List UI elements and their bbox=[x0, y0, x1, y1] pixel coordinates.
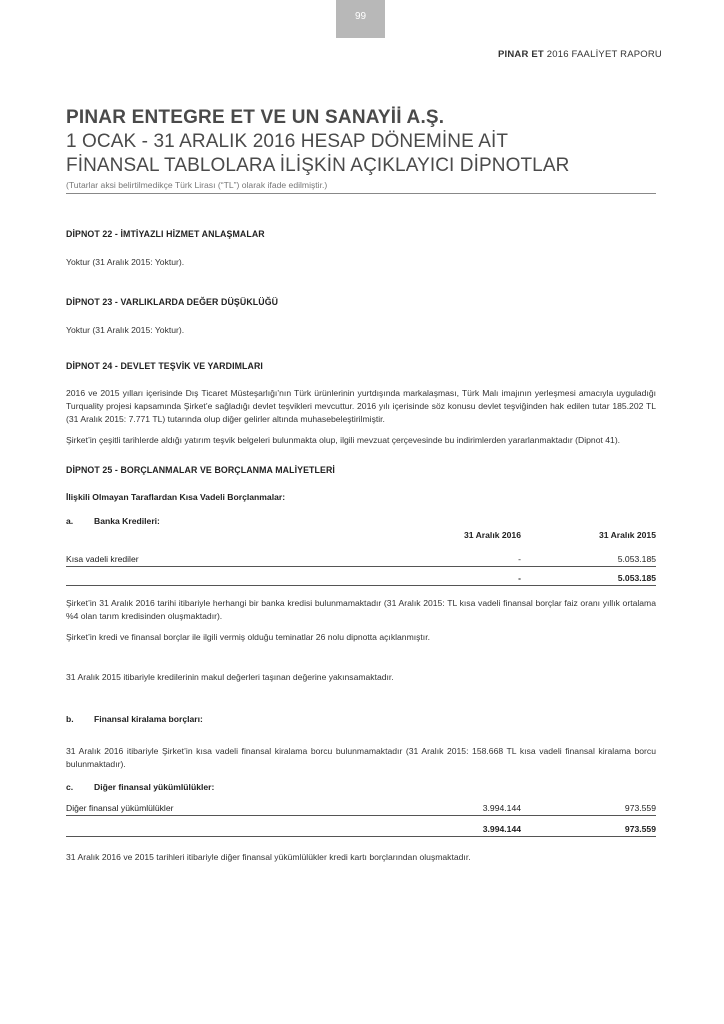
other-liabilities-heading bbox=[66, 781, 656, 794]
other-liabilities-table bbox=[66, 800, 656, 837]
document-body bbox=[66, 228, 656, 864]
bank-loans-para3: 31 Aralık 2015 itibariyle kredilerinin makul değerleri taşınan değerine yakınsamaktadır. bbox=[66, 672, 394, 682]
row-label: Diğer finansal yükümlülükler bbox=[66, 800, 396, 816]
finance-lease-title: Finansal kiralama borçları: bbox=[94, 714, 203, 724]
row-value-2016: 3.994.144 bbox=[396, 800, 521, 816]
note23-text: Yoktur (31 Aralık 2015: Yoktur). bbox=[66, 325, 185, 335]
bank-loans-letter: a. bbox=[66, 516, 74, 526]
row-value-2016: - bbox=[396, 550, 521, 567]
report-brand: PINAR ET bbox=[497, 49, 544, 60]
note24-para1: 2016 ve 2015 yılları içerisinde Dış Ticaret Müsteşarlığı’nın Türk ürünlerinin yurtdışında markalaşması, Türk Malı imajının yerleşmesi amacıyla uyguladığı Turquality projesi kapsamında Şirket’e sağladığı devlet teşvikleri mevcuttur. 2016 yılı içerisinde söz konusu devlet teşviğinden hak edilen tutar 185.202 TL (31 Aralık 2015: 7.771 TL) tutarında olup diğer gelirler altında muhasebeleştirilmiştir. bbox=[66, 388, 656, 424]
finance-lease-heading bbox=[66, 713, 656, 726]
page-number: 99 bbox=[354, 11, 367, 22]
other-liabilities-footnote: 31 Aralık 2016 ve 2015 tarihleri itibariyle diğer finansal yükümlülükler kredi kartı borçlarından oluşmaktadır. bbox=[66, 852, 471, 862]
note25-heading: DİPNOT 25 - BORÇLANMALAR VE BORÇLANMA MALİYETLERİ bbox=[66, 465, 335, 475]
bank-loans-heading bbox=[66, 515, 656, 528]
table-row bbox=[66, 800, 656, 816]
other-liabilities-title: Diğer finansal yükümlülükler: bbox=[94, 782, 215, 792]
row-value-2015: 973.559 bbox=[521, 800, 656, 816]
total-row bbox=[66, 567, 656, 586]
period-title: 1 OCAK - 31 ARALIK 2016 HESAP DÖNEMİNE AİT bbox=[66, 131, 509, 152]
currency-note: (Tutarlar aksi belirtilmedikçe Türk Lirası (“TL”) olarak ifade edilmiştir.) bbox=[66, 180, 656, 194]
col-2016-header: 31 Aralık 2016 bbox=[463, 530, 521, 540]
bank-loans-table bbox=[66, 528, 656, 586]
total-row bbox=[66, 816, 656, 837]
note23-heading: DİPNOT 23 - VARLIKLARDA DEĞER DÜŞÜKLÜĞÜ bbox=[66, 297, 279, 307]
page-number-tab bbox=[336, 0, 385, 38]
bank-loans-title: Banka Kredileri: bbox=[94, 516, 160, 526]
report-title: 2016 FAALİYET RAPORU bbox=[543, 49, 662, 60]
bank-loans-para1: Şirket’in 31 Aralık 2016 tarihi itibariyle herhangi bir banka kredisi bulunmamaktadır (31 Aralık 2015: TL kısa vadeli finansal borçlar faiz oranı yıllık ortalama %4 olan tarım kredisinden oluşmaktadır). bbox=[66, 598, 656, 621]
note24-para2: Şirket’in çeşitli tarihlerde aldığı yatırım teşvik belgeleri bulunmakta olup, ilgili mevzuat çerçevesinde bu indirimlerden yararlanmaktadır (Dipnot 41). bbox=[66, 435, 621, 445]
document-title-block bbox=[66, 106, 656, 194]
report-header bbox=[498, 49, 662, 60]
finance-lease-letter: b. bbox=[66, 714, 74, 724]
table-header-row bbox=[66, 528, 656, 542]
note25-subheading: İlişkili Olmayan Taraflardan Kısa Vadeli Borçlanmalar: bbox=[66, 492, 286, 502]
row-label: Kısa vadeli krediler bbox=[66, 550, 396, 567]
total-value-2016: - bbox=[396, 567, 521, 586]
bank-loans-para2: Şirket’in kredi ve finansal borçlar ile ilgili vermiş olduğu teminatlar 26 nolu dipnotta açıklanmıştır. bbox=[66, 632, 430, 642]
total-value-2015: 973.559 bbox=[521, 816, 656, 837]
table-row bbox=[66, 550, 656, 567]
row-value-2015: 5.053.185 bbox=[521, 550, 656, 567]
note22-heading: DİPNOT 22 - İMTİYAZLI HİZMET ANLAŞMALAR bbox=[66, 229, 265, 239]
note22-text: Yoktur (31 Aralık 2015: Yoktur). bbox=[66, 257, 185, 267]
total-value-2016: 3.994.144 bbox=[396, 816, 521, 837]
statement-title: FİNANSAL TABLOLARA İLİŞKİN AÇIKLAYICI DİPNOTLAR bbox=[66, 155, 570, 176]
total-value-2015: 5.053.185 bbox=[521, 567, 656, 586]
finance-lease-text: 31 Aralık 2016 itibariyle Şirket’in kısa vadeli finansal kiralama borcu bulunmamaktadır (31 Aralık 2015: 158.668 TL kısa vadeli finansal kiralama borcu bulunmaktadır). bbox=[66, 746, 656, 769]
note24-heading: DİPNOT 24 - DEVLET TEŞVİK VE YARDIMLARI bbox=[66, 361, 263, 371]
other-liabilities-letter: c. bbox=[66, 782, 74, 792]
col-2015-header: 31 Aralık 2015 bbox=[598, 530, 656, 540]
company-name: PINAR ENTEGRE ET VE UN SANAYİİ A.Ş. bbox=[66, 107, 445, 128]
